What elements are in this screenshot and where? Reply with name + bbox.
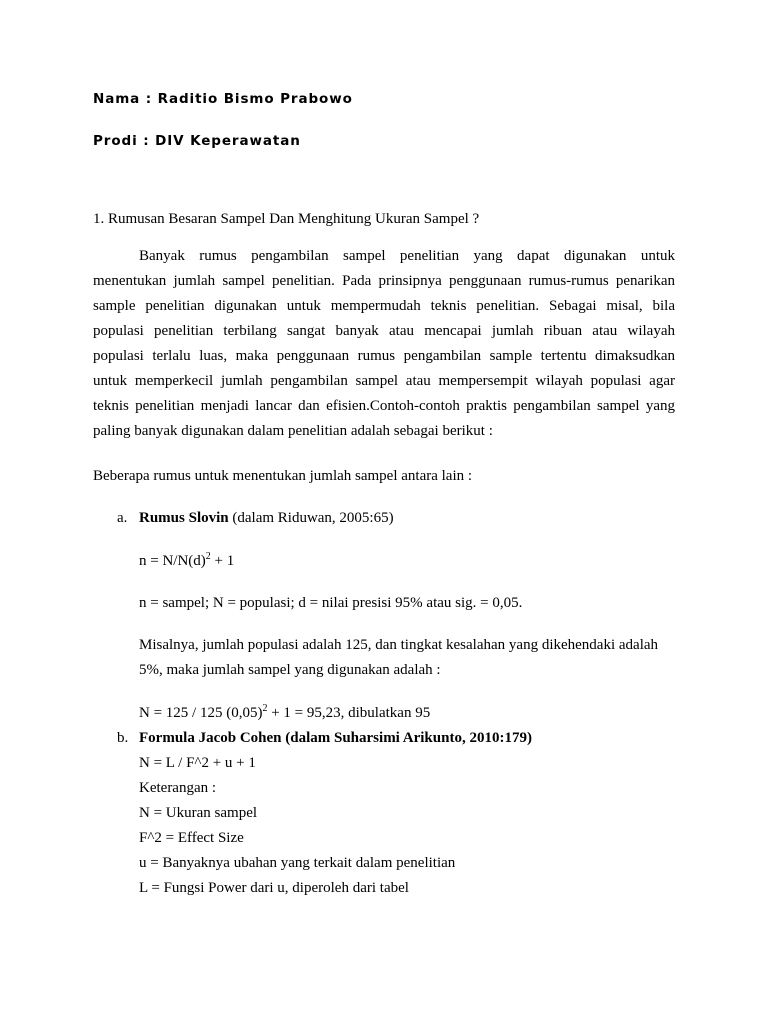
paragraph-line: menentukan jumlah sampel penelitian. Pada prinsipnya penggunaan rumus-rumus penarikan xyxy=(93,273,675,289)
paragraph-line: paling banyak digunakan dalam penelitian adalah sebagai berikut : xyxy=(93,423,493,439)
item-a-source: (dalam Riduwan, 2005:65) xyxy=(228,510,394,526)
cohen-line: N = L / F^2 + u + 1 xyxy=(139,755,256,771)
study-program: Prodi : DIV Keperawatan xyxy=(93,133,301,149)
cohen-line: F^2 = Effect Size xyxy=(139,830,244,846)
paragraph-line: populasi penelitian terbilang sangat banyak atau mencapai jumlah ribuan atau wilayah xyxy=(93,323,675,339)
calc-exponent: 2 xyxy=(262,703,268,714)
slovin-definitions: n = sampel; N = populasi; d = nilai presisi 95% atau sig. = 0,05. xyxy=(139,595,523,611)
cohen-line: N = Ukuran sampel xyxy=(139,805,258,821)
student-name: Nama : Raditio Bismo Prabowo xyxy=(93,91,353,107)
item-b-marker: b. xyxy=(117,730,129,746)
item-b-title: Formula Jacob Cohen (dalam Suharsimi Arikunto, 2010:179) xyxy=(139,730,532,746)
paragraph-line: teknis penelitian menjadi lancar dan efisien.Contoh-contoh praktis pengambilan sampel yang xyxy=(93,398,675,414)
paragraph-line: sample penelitian digunakan untuk mempermudah teknis penelitian. Sebagai misal, bila xyxy=(93,298,675,314)
slovin-calculation xyxy=(139,704,430,722)
calc-part: N = 125 / 125 (0,05) xyxy=(139,705,263,721)
cohen-line: L = Fungsi Power dari u, diperoleh dari tabel xyxy=(139,880,409,896)
cohen-line: u = Banyaknya ubahan yang terkait dalam penelitian xyxy=(139,855,456,871)
cohen-line: Keterangan : xyxy=(139,780,217,796)
slovin-formula xyxy=(139,552,234,570)
paragraph-line: populasi terlalu luas, maka penggunaan rumus pengambilan sample tertentu dimaksudkan xyxy=(93,348,675,364)
item-a-heading xyxy=(139,509,394,527)
formula-part: + 1 xyxy=(210,553,235,569)
formula-exponent: 2 xyxy=(205,551,211,562)
item-a-marker: a. xyxy=(117,510,128,526)
paragraph-line: Banyak rumus pengambilan sampel penelitian yang dapat digunakan untuk xyxy=(139,248,675,264)
calc-part: + 1 = 95,23, dibulatkan 95 xyxy=(267,705,431,721)
formula-part: n = N/N(d) xyxy=(139,553,206,569)
example-line: Misalnya, jumlah populasi adalah 125, dan tingkat kesalahan yang dikehendaki adalah xyxy=(139,637,659,653)
formula-intro: Beberapa rumus untuk menentukan jumlah sampel antara lain : xyxy=(93,468,473,484)
question-heading: 1. Rumusan Besaran Sampel Dan Menghitung Ukuran Sampel ? xyxy=(93,211,480,227)
paragraph-line: untuk memperkecil jumlah pengambilan sampel atau mempersempit wilayah populasi agar xyxy=(93,373,675,389)
item-a-title: Rumus Slovin xyxy=(139,510,229,526)
example-line: 5%, maka jumlah sampel yang digunakan adalah : xyxy=(139,662,441,678)
